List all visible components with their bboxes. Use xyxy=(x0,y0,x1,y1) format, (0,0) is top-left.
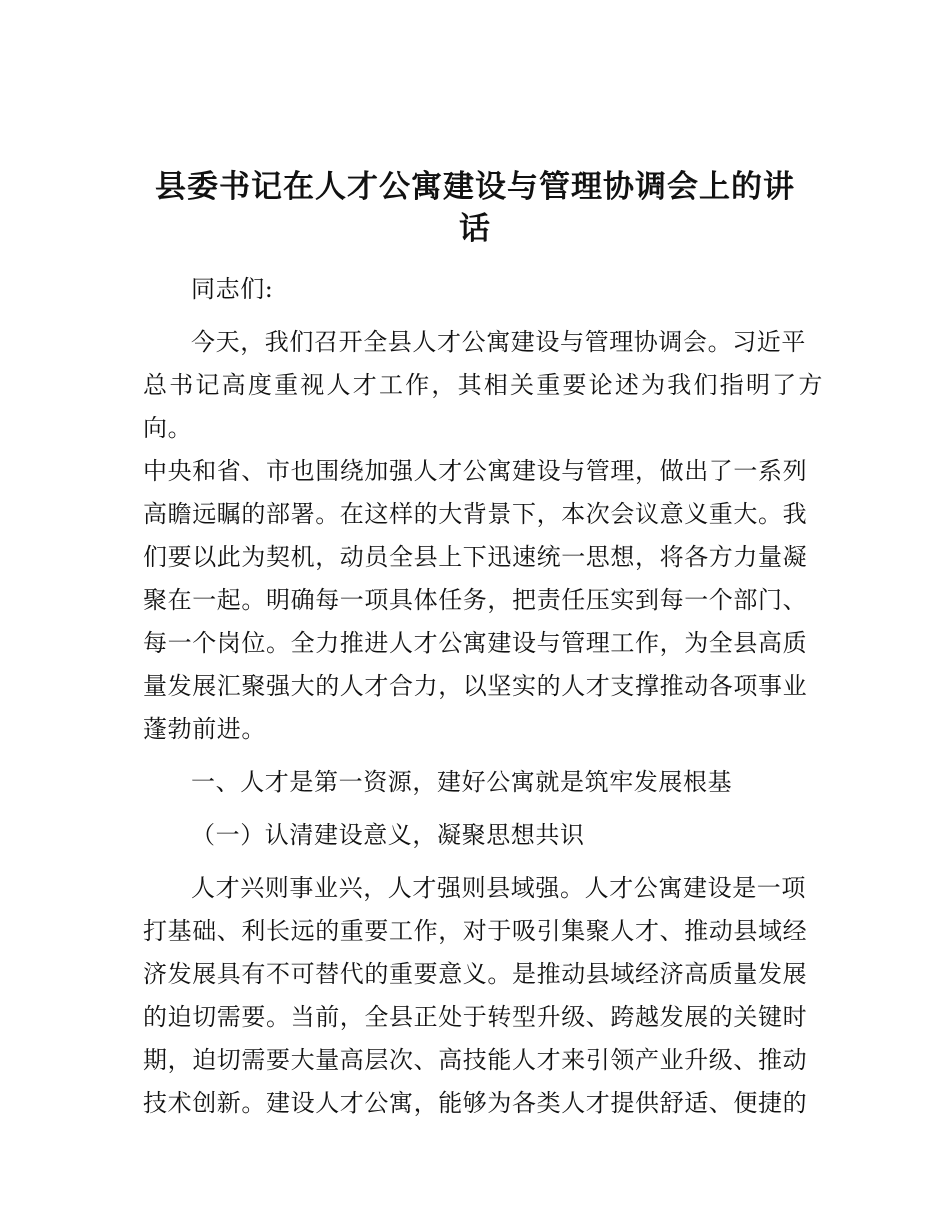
paragraph-intro: 今天，我们召开全县人才公寓建设与管理协调会。习近平 总书记高度重视人才工作，其相关重要论述为我们指明了方向。 中央和省、市也围绕加强人才公寓建设与管理，做出了一系列 高瞻远瞩的部署。在这样的大背景下，本次会议意义重大。我 们要以此为契机，动员全县上下迅速统一思想，将各方力量凝 聚在一起。明确每一项具体任务，把责任压实到每一个部门、 每一个岗位。全力推进人才公寓建设与管理工作，为全县高质 量发展汇聚强大的人才合力，以坚实的人才支撑推动各项事业 蓬勃前进。 xyxy=(143,328,823,743)
subsection-heading-1: （一）认清建设意义，凝聚思想共识 xyxy=(191,821,585,849)
document-body xyxy=(143,268,823,1125)
salutation: 同志们: xyxy=(191,275,274,303)
paragraph-body-1: 人才兴则事业兴，人才强则县域强。人才公寓建设是一项 打基础、利长远的重要工作，对于吸引集聚人才、推动县域经 济发展具有不可替代的重要意义。是推动县域经济高质量发展 的迫切需要。当前，全县正处于转型升级、跨越发展的关键时 期，迫切需要大量高层次、高技能人才来引领产业升级、推动 技术创新。建设人才公寓，能够为各类人才提供舒适、便捷的 xyxy=(143,874,808,1117)
section-heading-1: 一、人才是第一资源，建好公寓就是筑牢发展根基 xyxy=(191,768,733,796)
document-title: 县委书记在人才公寓建设与管理协调会上的讲 话 xyxy=(155,169,795,247)
